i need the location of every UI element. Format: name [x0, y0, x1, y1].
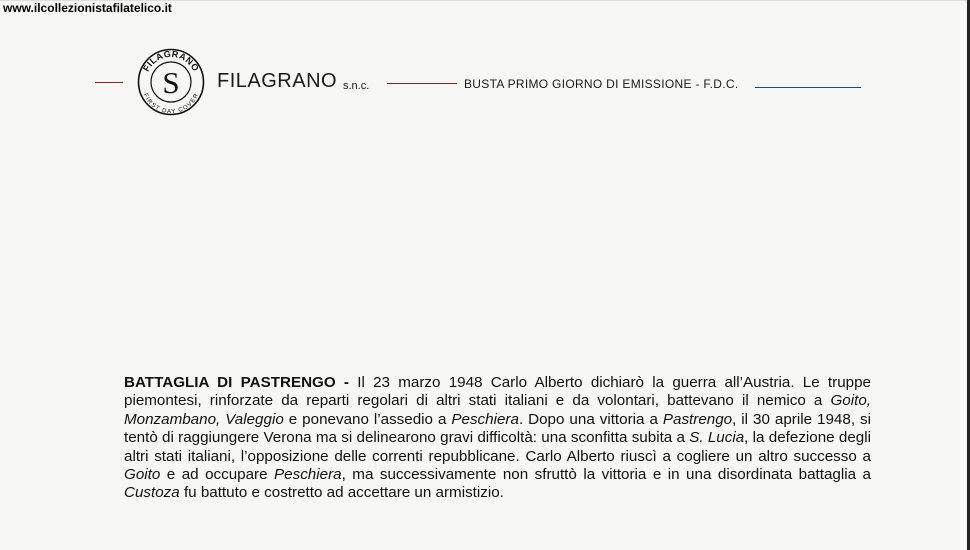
watermark-url: www.ilcollezionistafilatelico.it: [3, 1, 172, 15]
article-place-name: Custoza: [124, 484, 180, 502]
article-place-name: Goito: [124, 466, 161, 484]
article-text: [124, 374, 871, 503]
middle-decorative-rule: [387, 83, 457, 84]
article-place-name: Peschiera: [451, 410, 519, 428]
article-text-segment: Il 23 marzo 1948 Carlo Alberto dichiarò la guerra all’Austria. Le truppe piemontesi, rinforzate da reparti regolari di altri stati italiani e da volontari, battevano il nemico a: [124, 374, 872, 410]
company-suffix: s.n.c.: [343, 80, 370, 92]
logo-ring-bottom-text: FIRST DAY COVER: [141, 92, 201, 116]
article-place-name: Peschiera: [274, 466, 342, 484]
article-text-segment: fu battuto e costretto ad accettare un armistizio.: [179, 484, 504, 502]
article-body: [124, 374, 871, 501]
fdc-caption: BUSTA PRIMO GIORNO DI EMISSIONE - F.D.C.: [464, 77, 739, 91]
article-text-segment: , il 30 aprile 1948, si tentò di raggiungere Verona ma si delinearono gravi difficoltà: una sconfitta subita a: [124, 410, 871, 447]
article-text-segment: , la defezione degli altri stati italiani, l’opposizione delle correnti repubblicane. Carlo Alberto riuscì a cogliere un altro successo a: [124, 429, 871, 465]
right-decorative-rule: [755, 87, 861, 88]
article-text-segment: e ad occupare: [160, 466, 275, 484]
left-decorative-rule: [95, 82, 123, 83]
article-place-name: S. Lucia: [689, 429, 745, 447]
article-text-segment: . Dopo una vittoria a: [518, 410, 663, 428]
brand-name: FILAGRANO: [217, 70, 338, 92]
filagrano-logo: [137, 48, 205, 116]
article-title: BATTAGLIA DI PASTRENGO -: [124, 374, 349, 391]
logo-monogram: S: [162, 65, 180, 100]
article-text-segment: , ma successivamente non sfruttò la vittoria e in una disordinata battaglia a: [341, 466, 871, 484]
article-text-segment: e ponevano l’assedio a: [283, 410, 452, 428]
logo-ring-top-text: FILAGRANO: [140, 48, 202, 74]
article-place-name: Pastrengo: [662, 410, 733, 428]
article-place-name: Goito, Monzambano, Valeggio: [124, 392, 871, 428]
